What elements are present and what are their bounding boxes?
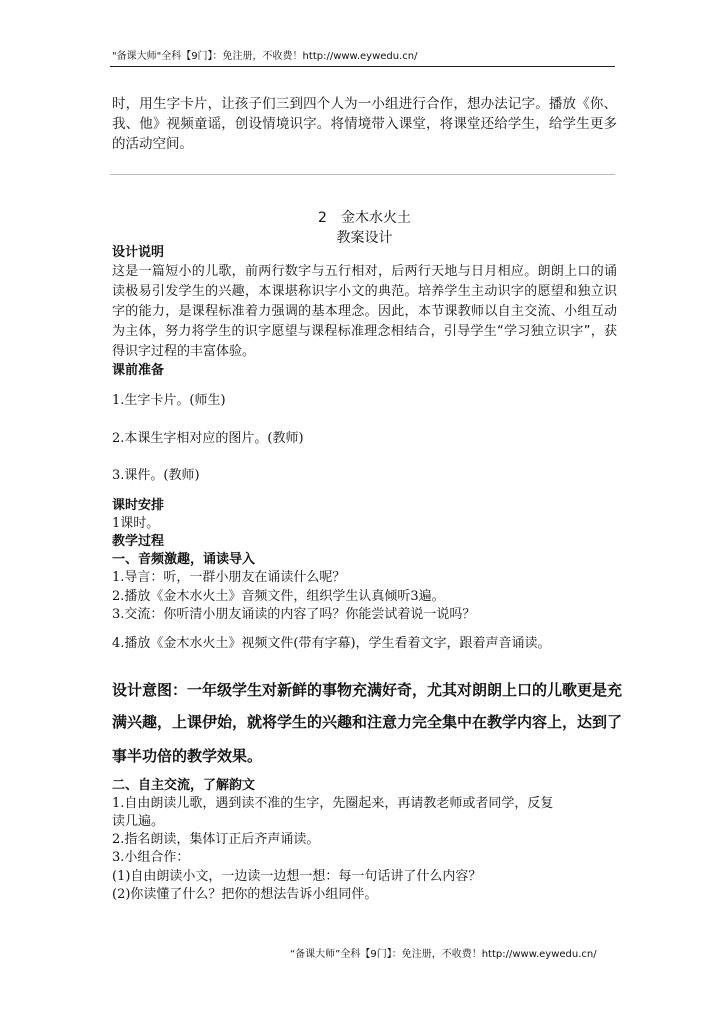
section1-item: 2.播放《金木水火土》音频文件，组织学生认真倾听3遍。 xyxy=(112,589,445,604)
process-heading: 教学过程 xyxy=(112,534,165,549)
section2-item: 2.指名朗读，集体订正后齐声诵读。 xyxy=(112,832,320,847)
section1-item: 3.交流：你听清小朋友诵读的内容了吗？你能尝试着说一说吗？ xyxy=(112,607,476,622)
page-header: "备课大师"全科【9门】：免注册，不收费！http://www.eywedu.cn/ xyxy=(112,51,418,62)
section-divider xyxy=(110,174,615,175)
section2-heading: 二、自主交流，了解韵文 xyxy=(112,778,256,793)
schedule-value: 1课时。 xyxy=(112,516,160,531)
lesson-title: 2 金木水火土 xyxy=(318,210,411,226)
lesson-subtitle: 教案设计 xyxy=(336,230,393,246)
section1-heading: 一、音频激趣，诵读导入 xyxy=(112,552,256,567)
design-heading: 设计说明 xyxy=(112,245,165,260)
page-footer: “备课大师”全科【9门】：免注册，不收费！http://www.eywedu.cn/ xyxy=(290,949,597,960)
section2-item: 3.小组合作： xyxy=(112,850,190,865)
intro-paragraph: 时，用生字卡片，让孩子们三到四个人为一小组进行合作，想办法记字。播放《你、我、他》视频童谣，创设情境识字。将情境带入课堂，将课堂还给学生，给学生更多的活动空间。 xyxy=(112,96,617,152)
header-rule xyxy=(110,66,615,67)
section1-item: 4.播放《金木水火土》视频文件(带有字幕)，学生看着文字，跟着声音诵读。 xyxy=(112,636,551,651)
section1-item: 1.导言：听，一群小朋友在诵读什么呢？ xyxy=(112,570,346,585)
section2-item: 1.自由朗读儿歌，遇到读不准的生字，先圈起来，再请教老师或者同学，反复 xyxy=(112,796,554,811)
prep-heading: 课前准备 xyxy=(112,363,165,378)
design-intent-line: 满兴趣，上课伊始，就将学生的兴趣和注意力完全集中在教学内容上，达到了 xyxy=(112,713,623,731)
prep-item: 1.生字卡片。(师生) xyxy=(112,393,226,408)
schedule-heading: 课时安排 xyxy=(112,498,165,513)
prep-item: 3.课件。(教师) xyxy=(112,468,200,483)
prep-item: 2.本课生字相对应的图片。(教师) xyxy=(112,431,304,446)
section2-item: (2)你读懂了什么？把你的想法告诉小组同伴。 xyxy=(112,887,378,902)
section2-item: (1)自由朗读小文，一边读一边想一想：每一句话讲了什么内容？ xyxy=(112,869,482,884)
section2-item: 读几遍。 xyxy=(112,814,165,829)
design-intent-line: 设计意图：一年级学生对新鲜的事物充满好奇，尤其对朗朗上口的儿歌更是充 xyxy=(112,681,623,699)
design-intent-line: 事半功倍的教学效果。 xyxy=(112,747,263,765)
design-paragraph: 这是一篇短小的儿歌，前两行数字与五行相对，后两行天地与日月相应。朗朗上口的诵读极易引发学生的兴趣，本课堪称识字小文的典范。培养学生主动识字的愿望和独立识字的能力，是课程标准着力强调的基本理念。因此，本节课教师以自主交流、小组互动为主体，努力将学生的识字愿望与课程标准理念相结合，引导学生“学习独立识字”，获得识字过程的丰富体验。 xyxy=(112,264,617,359)
